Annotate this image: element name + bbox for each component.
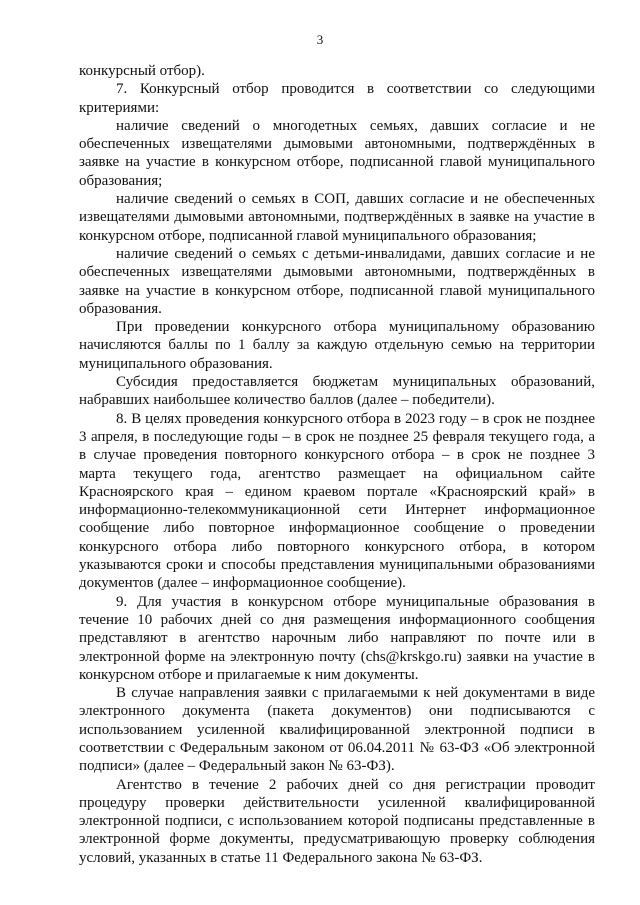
- paragraph-item-8: 8. В целях проведения конкурсного отбора в 2023 году – в срок не позднее 3 апреля, в последующие годы – в срок не позднее 25 февраля текущего года, а в случае проведения повторного конкурсного отбора – в срок не позднее 3 марта текущего года, агентство размещает на официальном сайте Красноярского края – едином краевом портале «Красноярский край» в информационно-телекоммуникационной сети Интернет информационное сообщение либо повторное информационное сообщение о проведении конкурсного отбора либо повторного конкурсного отбора, в котором указываются сроки и способы представления муниципальными образованиями документов (далее – информационное сообщение).: [79, 410, 595, 592]
- paragraph-continuation: конкурсный отбор).: [79, 63, 205, 79]
- paragraph-item-7: 7. Конкурсный отбор проводится в соответствии со следующими критериями:: [79, 81, 595, 116]
- paragraph-criterion-disabled-children: наличие сведений о семьях с детьми-инвалидами, давших согласие и не обеспеченных извещателями дымовыми автономными, подтверждённых в заявке на участие в конкурсном отборе, подписанной главой муниципального образования.: [79, 245, 595, 317]
- document-body: [79, 62, 595, 867]
- paragraph-points: При проведении конкурсного отбора муниципальному образованию начисляются баллы по 1 баллу за каждую отдельную семью на территории муниципального образования.: [79, 319, 595, 372]
- paragraph-item-9: 9. Для участия в конкурсном отборе муниципальные образования в течение 10 рабочих дней со дня размещения информационного сообщения представляют в агентство нарочным либо направляют по почте или в электронной форме на электронную почту (chs@krskgo.ru) заявки на участие в конкурсном отборе и прилагаемые к ним документы.: [79, 593, 595, 683]
- paragraph-criterion-large-families: наличие сведений о многодетных семьях, давших согласие и не обеспеченных извещателями дымовыми автономными, подтверждённых в заявке на участие в конкурсном отборе, подписанной главой муниципального образования;: [79, 117, 595, 189]
- paragraph-electronic-signature: В случае направления заявки с прилагаемыми к ней документами в виде электронного документа (пакета документов) они подписываются с использованием усиленной квалифицированной электронной подписи в соответствии с Федеральным законом от 06.04.2011 № 63-ФЗ «Об электронной подписи» (далее – Федеральный закон № 63-ФЗ).: [79, 685, 595, 775]
- paragraph-agency-check: Агентство в течение 2 рабочих дней со дня регистрации проводит процедуру проверки действительности усиленной квалифицированной электронной подписи, с использованием которой подписаны представленные в электронной форме документы, предусматривающую проверку соблюдения условий, указанных в статье 11 Федерального закона № 63-ФЗ.: [79, 776, 595, 866]
- paragraph-criterion-sop-families: наличие сведений о семьях в СОП, давших согласие и не обеспеченных извещателями дымовыми автономными, подтверждённых в заявке на участие в конкурсном отборе, подписанной главой муниципального образования;: [79, 191, 595, 244]
- page-number: 3: [316, 32, 324, 47]
- paragraph-subsidy: Субсидия предоставляется бюджетам муниципальных образований, набравших наибольшее количество баллов (далее – победители).: [79, 374, 595, 409]
